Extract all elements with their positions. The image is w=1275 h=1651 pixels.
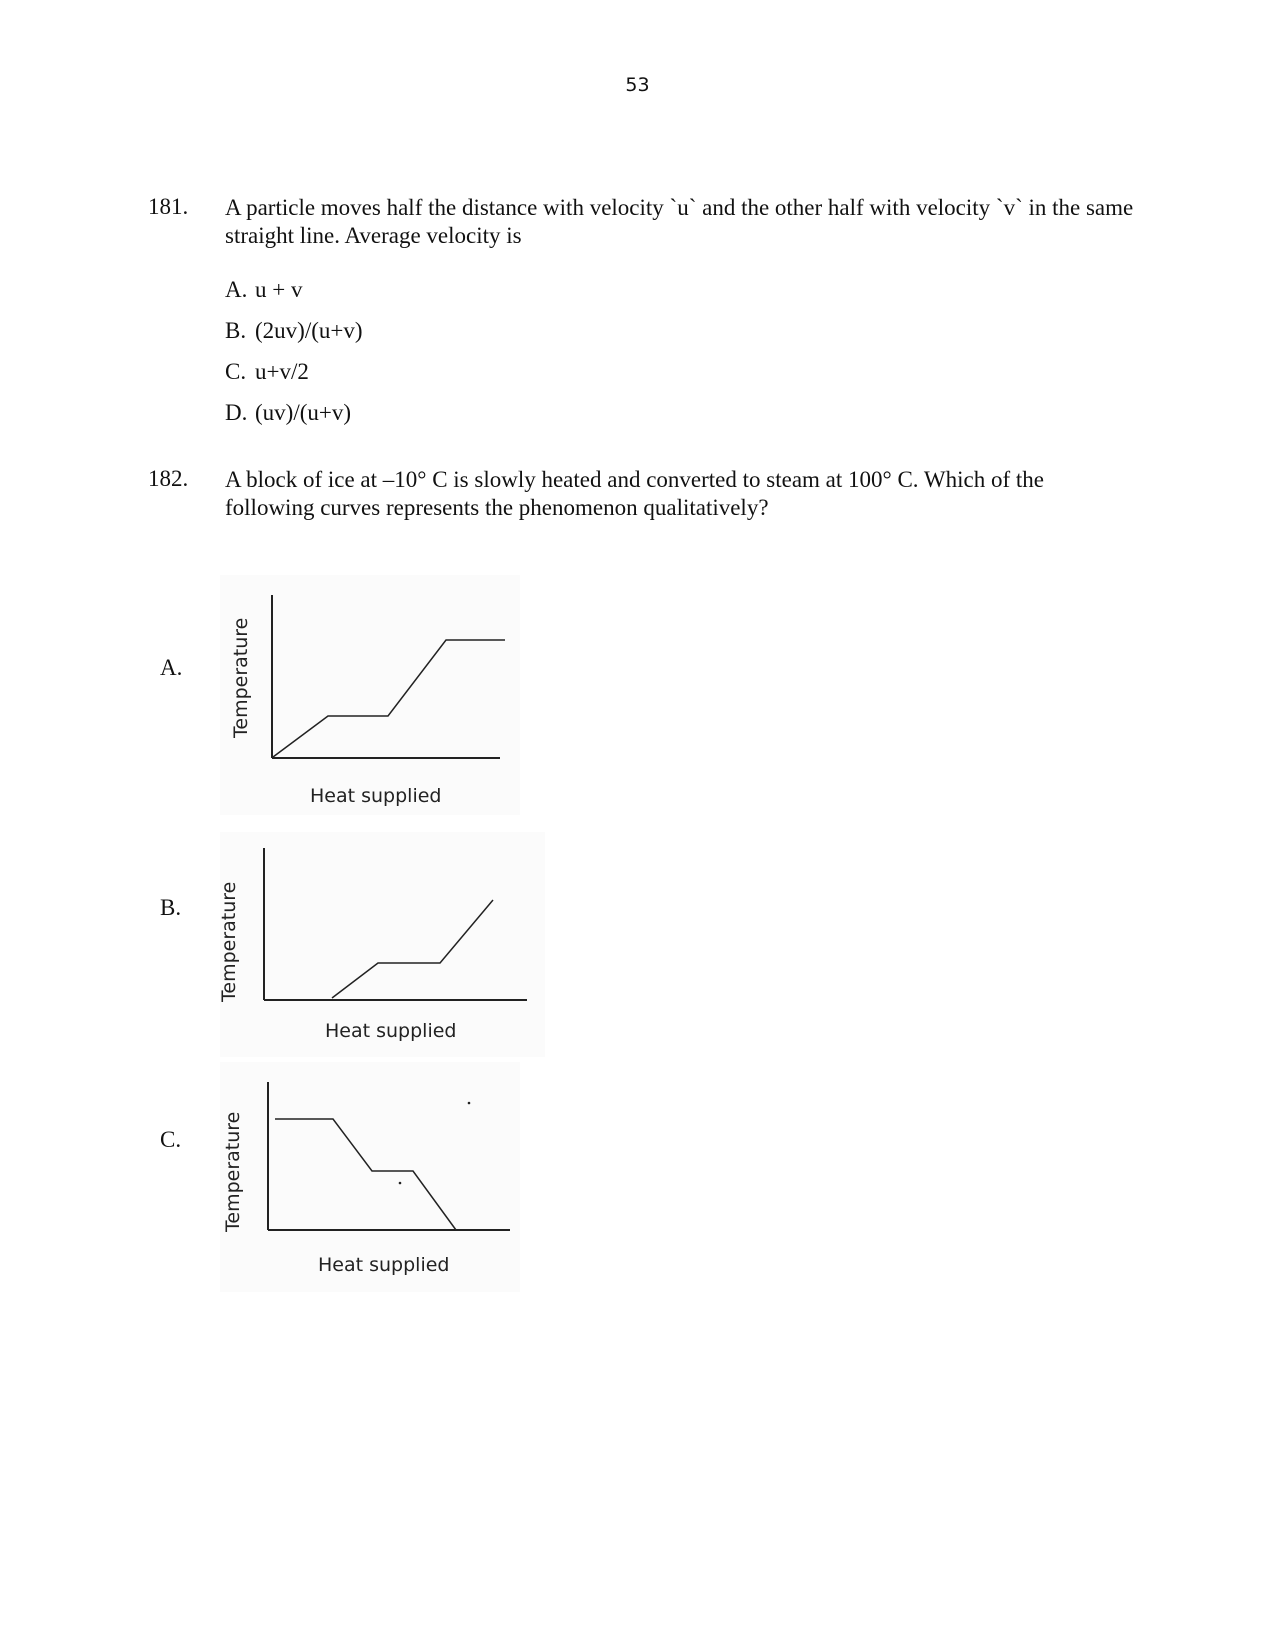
stray-dot [468, 1102, 471, 1105]
option-letter: C. [225, 359, 247, 384]
page-number: 53 [625, 74, 650, 96]
option-text: u + v [255, 277, 303, 302]
graph-c [220, 1062, 520, 1292]
graph-b-letter: B. [160, 895, 182, 920]
graph-b-xlabel: Heat supplied [325, 1020, 457, 1042]
question-181-option-b [225, 318, 363, 344]
graph-a-letter: A. [160, 655, 183, 680]
option-letter: B. [225, 318, 247, 343]
graph-c-xlabel: Heat supplied [318, 1254, 450, 1276]
graph-a [220, 575, 520, 815]
option-letter: D. [225, 400, 248, 425]
question-181-option-d [225, 400, 351, 426]
question-182-number: 182. [148, 466, 189, 491]
option-text: u+v/2 [255, 359, 309, 384]
option-text: (2uv)/(u+v) [255, 318, 363, 343]
option-letter: A. [225, 277, 248, 302]
heating-curve [332, 900, 493, 998]
graph-c-ylabel: Temperature [222, 1111, 244, 1232]
question-182-text: A block of ice at –10° C is slowly heated and converted to steam at 100° C. Which of the following curves represents the phenomenon qualitatively? [225, 467, 1044, 520]
question-181-number: 181. [148, 194, 189, 219]
question-181-option-c [225, 359, 309, 385]
graph-b-ylabel: Temperature [218, 881, 240, 1002]
question-181-option-a [225, 277, 302, 303]
option-text: (uv)/(u+v) [255, 400, 351, 425]
graph-a-xlabel: Heat supplied [310, 785, 442, 807]
question-181-text: A particle moves half the distance with velocity `u` and the other half with velocity `v` in the same straight line. Average velocity is [225, 195, 1134, 248]
graph-c-letter: C. [160, 1127, 182, 1152]
stray-dot [399, 1182, 402, 1185]
graph-b [220, 832, 545, 1057]
heating-curve [273, 640, 505, 757]
graph-a-ylabel: Temperature [230, 617, 252, 738]
graph-a-plot [220, 575, 520, 815]
cooling-curve [275, 1119, 456, 1230]
